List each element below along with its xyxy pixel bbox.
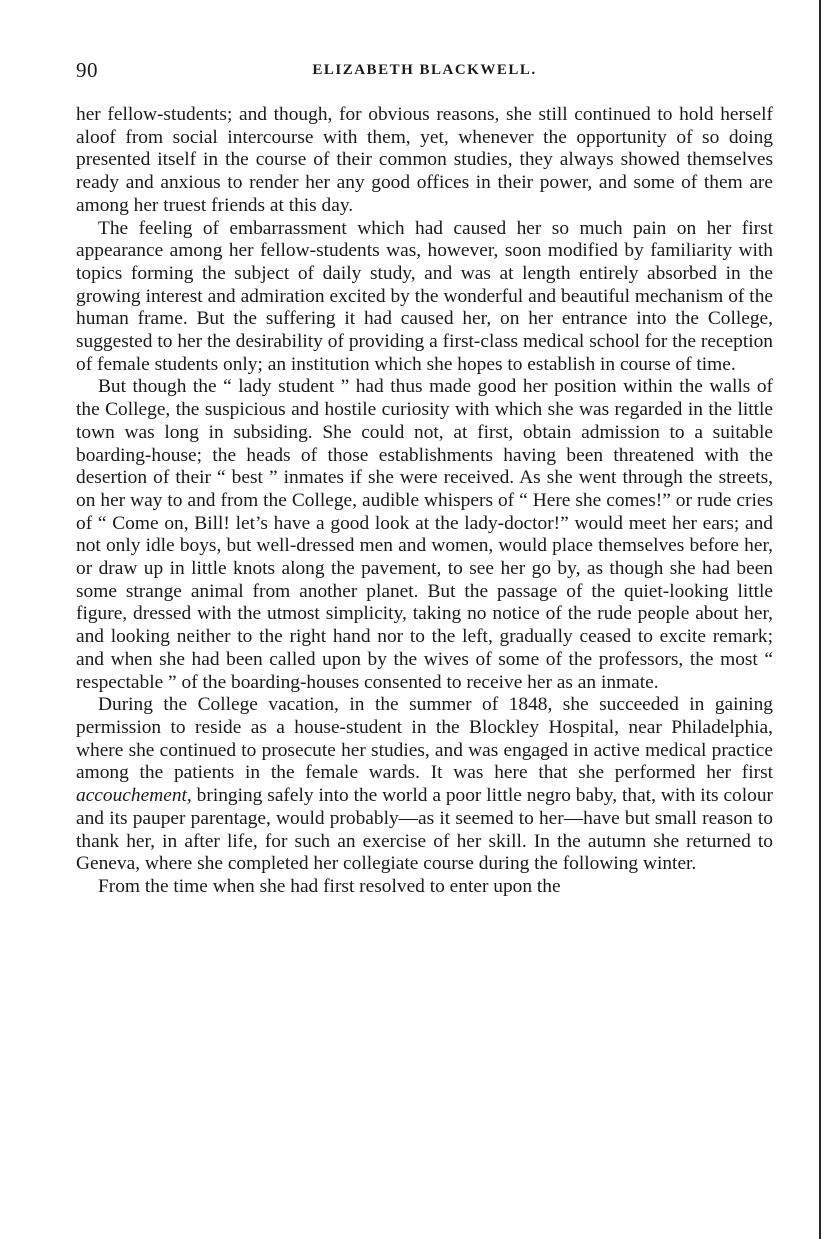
paragraph-4: [76, 694, 773, 876]
paragraph-5: From the time when she had first resolved to enter upon the: [98, 875, 561, 897]
paragraph-3: But though the “ lady student ” had thus made good her position within the walls of the College, the suspicious and hostile curiosity with which she was regarded in the little town was long in subsiding. She could not, at first, obtain admission to a suitable boarding-house; the heads of those establishments having been threatened with the desertion of their “ best ” inmates if she were received. As she went through the streets, on her way to and from the College, audible whispers of “ Here she comes!” or rude cries of “ Come on, Bill! let’s have a good look at the lady-doctor!” would meet her ears; and not only idle boys, but well-dressed men and women, would place themselves before her, or draw up in little knots along the pavement, to see her go by, as though she had been some strange animal from another planet. But the passage of the quiet-looking little figure, dressed with the utmost simplicity, taking no notice of the rude people about her, and looking neither to the right hand nor to the left, gradually ceased to excite remark; and when she had been called upon by the wives of some of the professors, the most “ respectable ” of the boarding-houses consented to receive her as an inmate.: [76, 376, 773, 693]
paragraph-2: The feeling of embarrassment which had caused her so much pain on her first appearance among her fellow-students was, however, soon modified by familiarity with topics forming the subject of daily study, and was at length entirely absorbed in the growing interest and admiration excited by the wonderful and beautiful mechanism of the human frame. But the suffering it had caused her, on her entrance into the College, suggested to her the desirability of providing a first-class medical school for the reception of female students only; an institution which she hopes to establish in course of time.: [76, 217, 773, 375]
italic-term: accouchement,: [76, 785, 192, 807]
paragraph-4-text-after: bringing safely into the world a poor little negro baby, that, with its colour and its pauper parentage, would probably—as it seemed to her—have but small reason to thank her, in after life, for such an exercise of her skill. In the autumn she returned to Geneva, where she completed her collegiate course during the following winter.: [76, 785, 773, 875]
paragraph-1: her fellow-students; and though, for obvious reasons, she still continued to hold herself aloof from social intercourse with them, yet, whenever the opportunity of so doing presented itself in the course of their common studies, they always showed themselves ready and anxious to render her any good offices in their power, and some of them are among her truest friends at this day.: [76, 104, 773, 216]
page-number: 90: [76, 58, 98, 82]
running-head: [76, 58, 773, 84]
paragraph-4-text-before: During the College vacation, in the summer of 1848, she succeeded in gaining permission to reside as a house-student in the Blockley Hospital, near Philadelphia, where she continued to prosecute her studies, and was engaged in active medical practice among the patients in the female wards. It was here that she performed her first: [76, 694, 773, 784]
page-edge-rule: [819, 0, 821, 1239]
body-text: [76, 104, 773, 899]
running-title: ELIZABETH BLACKWELL.: [312, 62, 537, 78]
book-page: [76, 58, 773, 899]
